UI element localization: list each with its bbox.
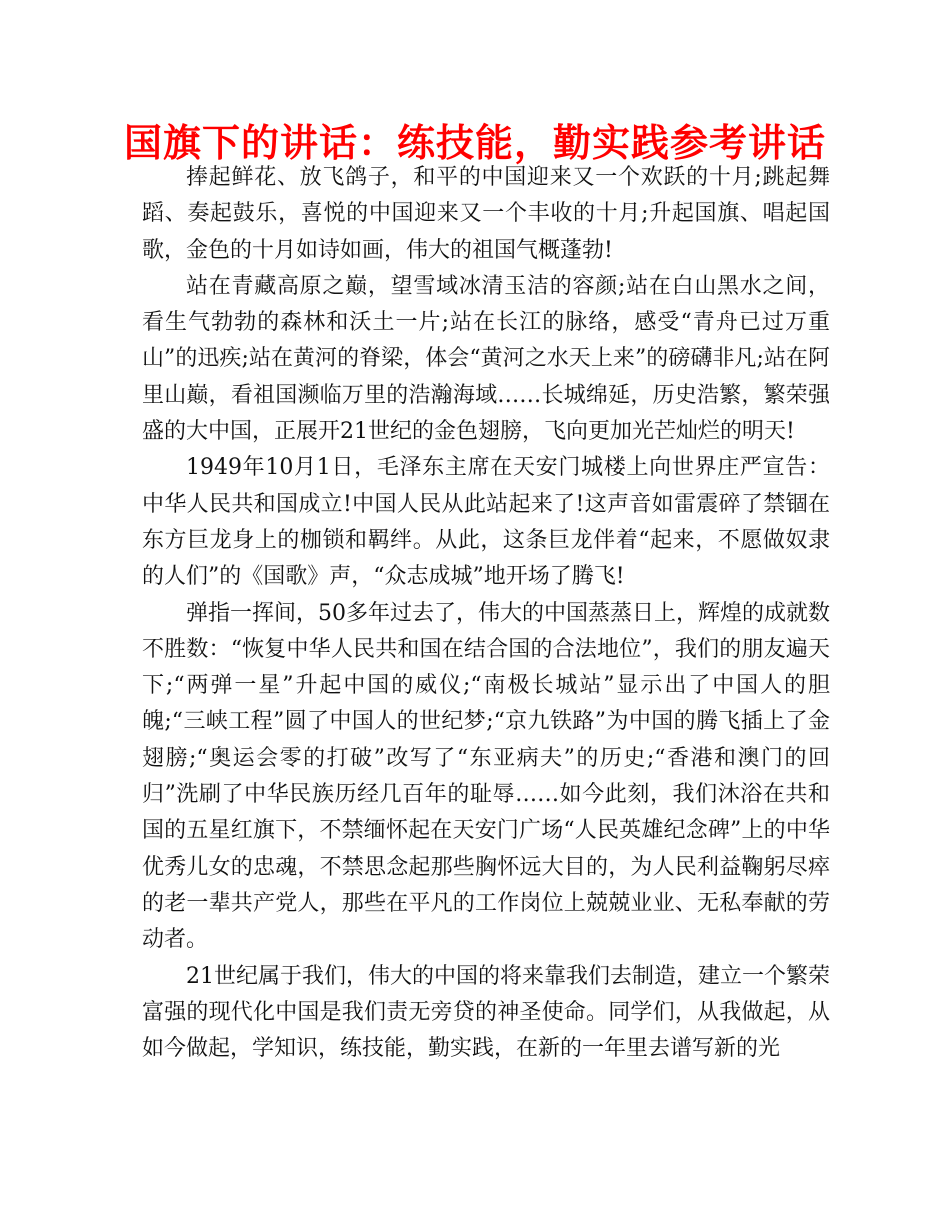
document-title: 国旗下的讲话：练技能，勤实践参考讲话: [123, 121, 826, 165]
paragraph-1: 捧起鲜花、放飞鸽子，和平的中国迎来又一个欢跃的十月;跳起舞蹈、奏起鼓乐，喜悦的中国迎来又一个丰收的十月;升起国旗、唱起国歌，金色的十月如诗如画，伟大的祖国气概蓬勃!: [142, 165, 830, 263]
document-body: [142, 160, 830, 1067]
paragraph-3: 1949年10月1日，毛泽东主席在天安门城楼上向世界庄严宣告：中华人民共和国成立!中国人民从此站起来了!这声音如雷震碎了禁锢在东方巨龙身上的枷锁和羁绊。从此，这条巨龙伴着“起来，不愿做奴隶的人们”的《国歌》声，“众志成城”地开场了腾飞!: [142, 455, 830, 590]
paragraph-2: 站在青藏高原之巅，望雪域冰清玉洁的容颜;站在白山黑水之间，看生气勃勃的森林和沃土一片;站在长江的脉络，感受“青舟已过万重山”的迅疾;站在黄河的脊梁，体会“黄河之水天上来”的磅礴非凡;站在阿里山巅，看祖国濒临万里的浩瀚海域……长城绵延，历史浩繁，繁荣强盛的大中国，正展开21世纪的金色翅膀，飞向更加光芒灿烂的明天!: [142, 273, 830, 445]
paragraph-4: 弹指一挥间，50多年过去了，伟大的中国蒸蒸日上，辉煌的成就数不胜数：“恢复中华人民共和国在结合国的合法地位”，我们的朋友遍天下;“两弹一星”升起中国的威仪;“南极长城站”显示出了中国人的胆魄;“三峡工程”圆了中国人的世纪梦;“京九铁路”为中国的腾飞插上了金翅膀;“奥运会零的打破”改写了“东亚病夫”的历史;“香港和澳门的回归”洗刷了中华民族历经几百年的耻辱……如今此刻，我们沐浴在共和国的五星红旗下，不禁缅怀起在天安门广场“人民英雄纪念碑”上的中华优秀儿女的忠魂，不禁思念起那些胸怀远大目的，为人民利益鞠躬尽瘁的老一辈共产党人，那些在平凡的工作岗位上兢兢业业、无私奉献的劳动者。: [142, 600, 830, 953]
paragraph-5: 21世纪属于我们，伟大的中国的将来靠我们去制造，建立一个繁荣富强的现代化中国是我们责无旁贷的神圣使命。同学们，从我做起，从如今做起，学知识，练技能，勤实践，在新的一年里去谱写新的光: [142, 963, 830, 1062]
